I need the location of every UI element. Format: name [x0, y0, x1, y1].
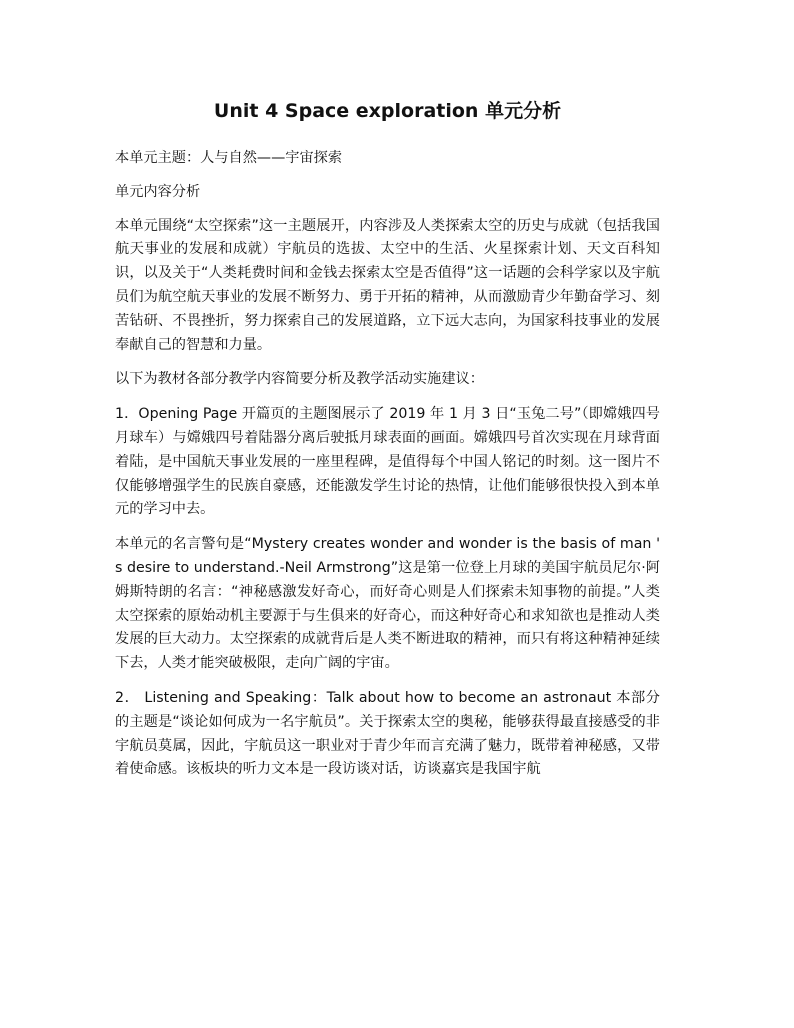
- listening-paragraph: 2． Listening and Speaking：Talk about how to become an astronaut 本部分的主题是“谈论如何成为一名宇航员”。关于探索太空的奥秘，能够获得最直接感受的非宇航员莫属，因此，宇航员这一职业对于青少年而言充满了魅力，既带着神秘感，又带着使命感。该板块的听力文本是一段访谈对话，访谈嘉宾是我国宇航: [115, 689, 660, 778]
- intro-paragraph: 本单元围绕“太空探索”这一主题展开，内容涉及人类探索太空的历史与成就（包括我国航天事业的发展和成就）宇航员的选拔、太空中的生活、火星探索计划、天文百科知识，以及关于“人类耗费时间和金钱去探索太空是否值得”这一话题的会科学家以及宇航员们为航空航天事业的发展不断努力、勇于开拓的精神，从而激励青少年勤奋学习、刻苦钻研、不畏挫折，努力探索自己的发展道路，立下远大志向，为国家科技事业的发展奉献自己的智慧和力量。: [115, 217, 660, 353]
- theme-line: 本单元主题：人与自然——宇宙探索: [115, 150, 343, 166]
- document-page: [115, 96, 660, 793]
- section-heading: 单元内容分析: [115, 183, 201, 200]
- document-title: Unit 4 Space exploration 单元分析: [213, 100, 562, 122]
- quote-paragraph: 本单元的名言警句是“Mystery creates wonder and wonder is the basis of man ' s desire to understand.-Neil Armstrong”这是第一位登上月球的美国宇航员尼尔·阿姆斯特朗的名言：“神秘感激发好奇心，而好奇心则是人们探索未知事物的前提。”人类太空探索的原始动机主要源于与生俱来的好奇心，而这种好奇心和求知欲也是推动人类发展的巨大动力。太空探索的成就背后是人类不断进取的精神，而只有将这种精神延续下去，人类才能突破极限，走向广阔的宇宙。: [115, 536, 660, 672]
- opening-page-paragraph: 1．Opening Page 开篇页的主题图展示了 2019 年 1 月 3 日“玉兔二号”（即嫦娥四号月球车）与嫦娥四号着陆器分离后驶抵月球表面的画面。嫦娥四号首次实现在月球背面着陆，是中国航天事业发展的一座里程碑，是值得每个中国人铭记的时刻。这一图片不仅能够增强学生的民族自豪感，还能激发学生讨论的热情，让他们能够很快投入到本单元的学习中去。: [115, 406, 660, 518]
- overview-paragraph: 以下为教材各部分教学内容简要分析及教学活动实施建议：: [115, 371, 484, 388]
